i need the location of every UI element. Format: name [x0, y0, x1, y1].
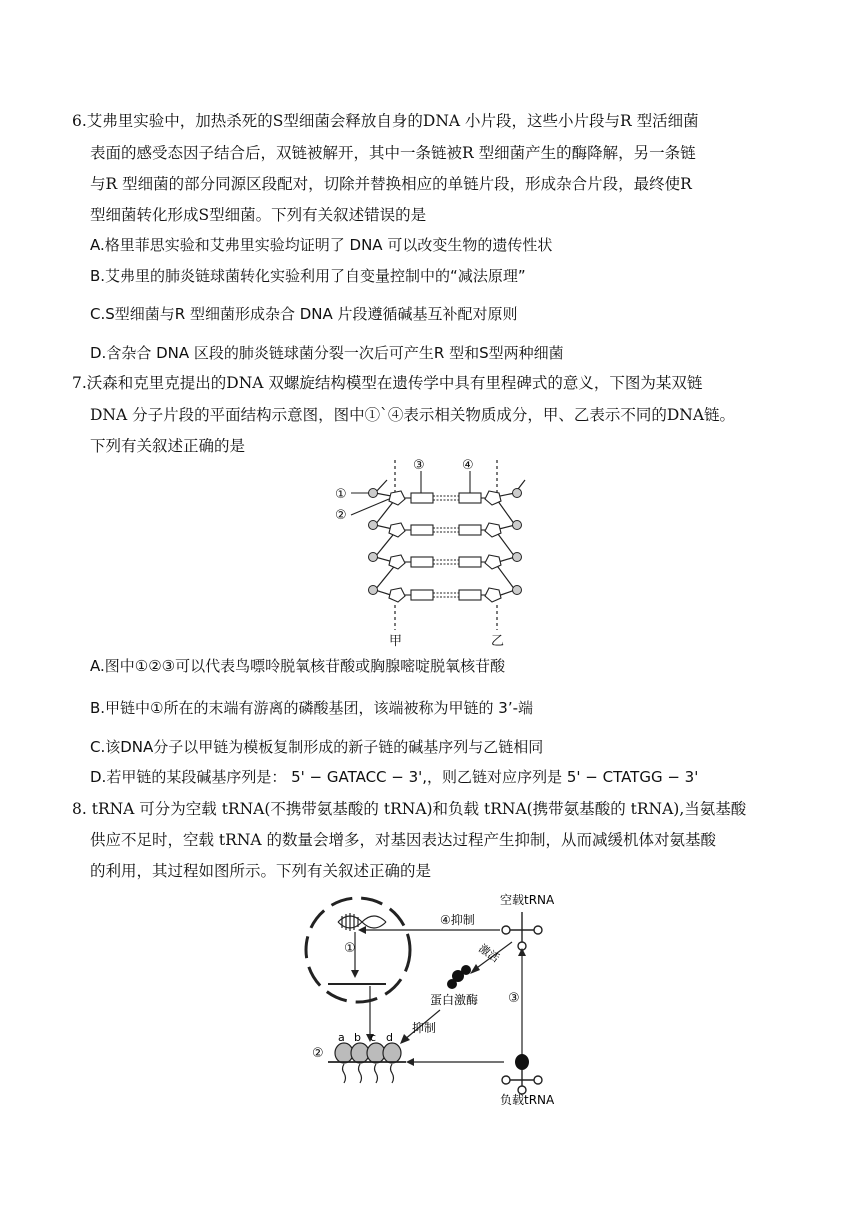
fig8-label-1: ①	[344, 941, 356, 956]
label-chain-left: 甲	[389, 634, 403, 649]
fig8-loaded-trna: 负载tRNA	[500, 1093, 555, 1105]
label-4: ④	[462, 458, 474, 473]
q8-stem-line-1: 8. tRNA 可分为空载 tRNA(不携带氨基酸的 tRNA)和负载 tRNA(携带氨基酸的 tRNA),当氨基酸	[72, 800, 747, 818]
q7-option-a: A.图中①②③可以代表鸟嘌呤脱氧核苷酸或胸腺嘧啶脱氧核苷酸	[90, 657, 506, 675]
fig8-label-a: a	[338, 1031, 345, 1044]
fig8-label-2: ②	[312, 1046, 324, 1061]
q7-stem-line-1: 7.沃森和克里克提出的DNA 双螺旋结构模型在遗传学中具有里程碑式的意义，下图为某双链	[72, 374, 703, 392]
q6-stem-line-3: 与R 型细菌的部分同源区段配对，切除并替换相应的单链片段，形成杂合片段，最终使R	[90, 175, 692, 193]
fig8-activate: 激活	[476, 941, 502, 966]
q6-option-d: D.含杂合 DNA 区段的肺炎链球菌分裂一次后可产生R 型和S型两种细菌	[90, 344, 564, 362]
trna-regulation-figure	[300, 890, 570, 1105]
q7-option-c: C.该DNA分子以甲链为模板复制形成的新子链的碱基序列与乙链相同	[90, 738, 544, 756]
fig8-kinase: 蛋白激酶	[430, 993, 479, 1007]
q8-stem-line-3: 的利用，其过程如图所示。下列有关叙述正确的是	[90, 862, 432, 880]
fig8-label-3: ③	[508, 991, 520, 1006]
fig8-label-d: d	[386, 1031, 393, 1044]
q7-stem-line-3: 下列有关叙述正确的是	[90, 437, 246, 455]
q6-option-a: A.格里菲思实验和艾弗里实验均证明了 DNA 可以改变生物的遗传性状	[90, 236, 553, 254]
fig8-label-c: c	[370, 1031, 377, 1044]
label-2: ②	[335, 508, 347, 523]
label-3: ③	[413, 458, 425, 473]
q6-stem-line-1: 6.艾弗里实验中，加热杀死的S型细菌会释放自身的DNA 小片段，这些小片段与R 型活细菌	[72, 112, 699, 130]
fig8-inhibit-4: ④抑制	[440, 913, 475, 927]
q6-stem-line-2: 表面的感受态因子结合后，双链被解开，其中一条链被R 型细菌产生的酶降解，另一条链	[90, 144, 696, 162]
fig8-label-b: b	[354, 1031, 361, 1044]
q7-option-d: D.若甲链的某段碱基序列是： 5' − GATACC − 3',，则乙链对应序列是 5' − CTATGG − 3'	[90, 768, 699, 786]
label-chain-right: 乙	[491, 634, 505, 649]
q6-option-c: C.S型细菌与R 型细菌形成杂合 DNA 片段遵循碱基互补配对原则	[90, 305, 518, 323]
q7-option-b: B.甲链中①所在的末端有游离的磷酸基团，该端被称为甲链的 3’-端	[90, 699, 534, 717]
q6-stem-line-4: 型细菌转化形成S型细菌。下列有关叙述错误的是	[90, 206, 427, 224]
q8-stem-line-2: 供应不足时，空载 tRNA 的数量会增多，对基因表达过程产生抑制，从而减缓机体对氨基酸	[90, 831, 717, 849]
fig8-empty-trna: 空载tRNA	[500, 893, 555, 907]
fig8-inhibit: 抑制	[412, 1021, 437, 1035]
label-1: ①	[335, 487, 347, 502]
q6-option-b: B.艾弗里的肺炎链球菌转化实验利用了自变量控制中的“减法原理”	[90, 267, 526, 285]
q7-stem-line-2: DNA 分子片段的平面结构示意图，图中①`④表示相关物质成分，甲、乙表示不同的DNA链。	[90, 406, 736, 424]
dna-structure-figure	[325, 455, 545, 650]
